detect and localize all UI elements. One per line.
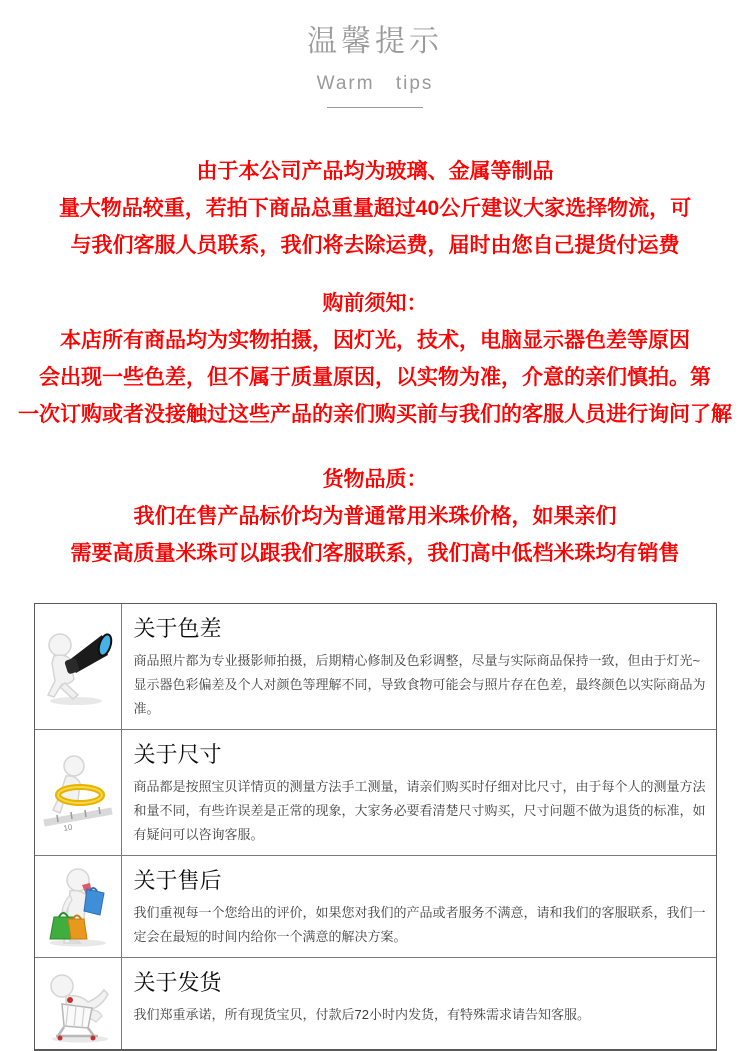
section-line: 会出现一些色差，但不属于质量原因，以实物为准，介意的亲们慎拍。第	[39, 366, 711, 389]
section-heading: 购前须知：	[322, 292, 428, 315]
notice-body: 我们重视每一个您给出的评价，如果您对我们的产品或者服务不满意，请和我们的客服联系，我们一定会在最短的时间内给你一个满意的解决方案。	[133, 905, 706, 944]
notice-title: 关于售后	[133, 868, 222, 893]
shopping-bags-person-icon	[40, 867, 116, 947]
notice-row-color-difference	[35, 604, 716, 730]
notice-body: 商品照片都为专业摄影师拍摄，后期精心修制及色彩调整，尽量与实际商品保持一致，但由于灯光~显示器色彩偏差及个人对颜色等理解不同，导致食物可能会与照片存在色差，最终颜色以实际商品为准。	[133, 653, 706, 716]
header-divider	[327, 107, 423, 108]
notice-body: 商品都是按照宝贝详情页的测量方法手工测量，请亲们购买时仔细对比尺寸，由于每个人的测量方法和量不同，有些许误差是正常的现象，大家务必要看清楚尺寸购买，尺寸问题不做为退货的标准，如有疑问可以咨询客服。	[133, 779, 706, 842]
section-line: 我们在售产品标价均为普通常用米珠价格，如果亲们	[133, 505, 617, 528]
notice-text-cell	[122, 958, 716, 1049]
shipping-notice-line: 与我们客服人员联系，我们将去除运费，届时由您自己提货付运费	[70, 234, 680, 257]
notice-title: 关于色差	[133, 616, 222, 641]
notice-title: 关于尺寸	[133, 742, 222, 767]
shipping-notice-line: 由于本公司产品均为玻璃、金属等制品	[196, 160, 554, 183]
notice-icon-cell	[35, 856, 122, 957]
notice-text-cell	[122, 604, 716, 729]
shipping-notice-line: 量大物品较重，若拍下商品总重量超过40公斤建议大家选择物流，可	[58, 197, 692, 220]
notice-text-cell	[122, 856, 716, 957]
notice-row-size	[35, 730, 716, 856]
section-purchase-notes	[0, 285, 750, 433]
section-line: 本店所有商品均为实物拍摄，因灯光，技术，电脑显示器色差等原因	[60, 329, 690, 352]
page-title: 温馨提示	[307, 25, 443, 58]
notice-text-cell	[122, 730, 716, 855]
header	[0, 0, 750, 108]
notice-icon-cell	[35, 958, 122, 1049]
notice-icon-cell	[35, 604, 122, 729]
notice-row-after-sales	[35, 856, 716, 958]
measure-person-icon	[40, 753, 116, 833]
notice-title: 关于发货	[133, 970, 222, 995]
page-subtitle: Warm tips	[316, 73, 434, 94]
section-heading: 货物品质：	[322, 468, 428, 491]
section-goods-quality	[0, 461, 750, 572]
notice-row-shipping	[35, 958, 716, 1049]
notice-body: 我们郑重承诺，所有现货宝贝，付款后72小时内发货，有特殊需求请告知客服。	[133, 1007, 590, 1022]
notice-icon-cell	[35, 730, 122, 855]
section-line: 一次订购或者没接触过这些产品的亲们购买前与我们的客服人员进行询问了解	[18, 403, 732, 426]
notice-table	[34, 603, 717, 1051]
camera-person-icon	[40, 627, 116, 707]
section-line: 需要高质量米珠可以跟我们客服联系，我们高中低档米珠均有销售	[70, 542, 680, 565]
svg-text:10: 10	[62, 822, 73, 833]
shipping-notice-block	[0, 153, 750, 264]
